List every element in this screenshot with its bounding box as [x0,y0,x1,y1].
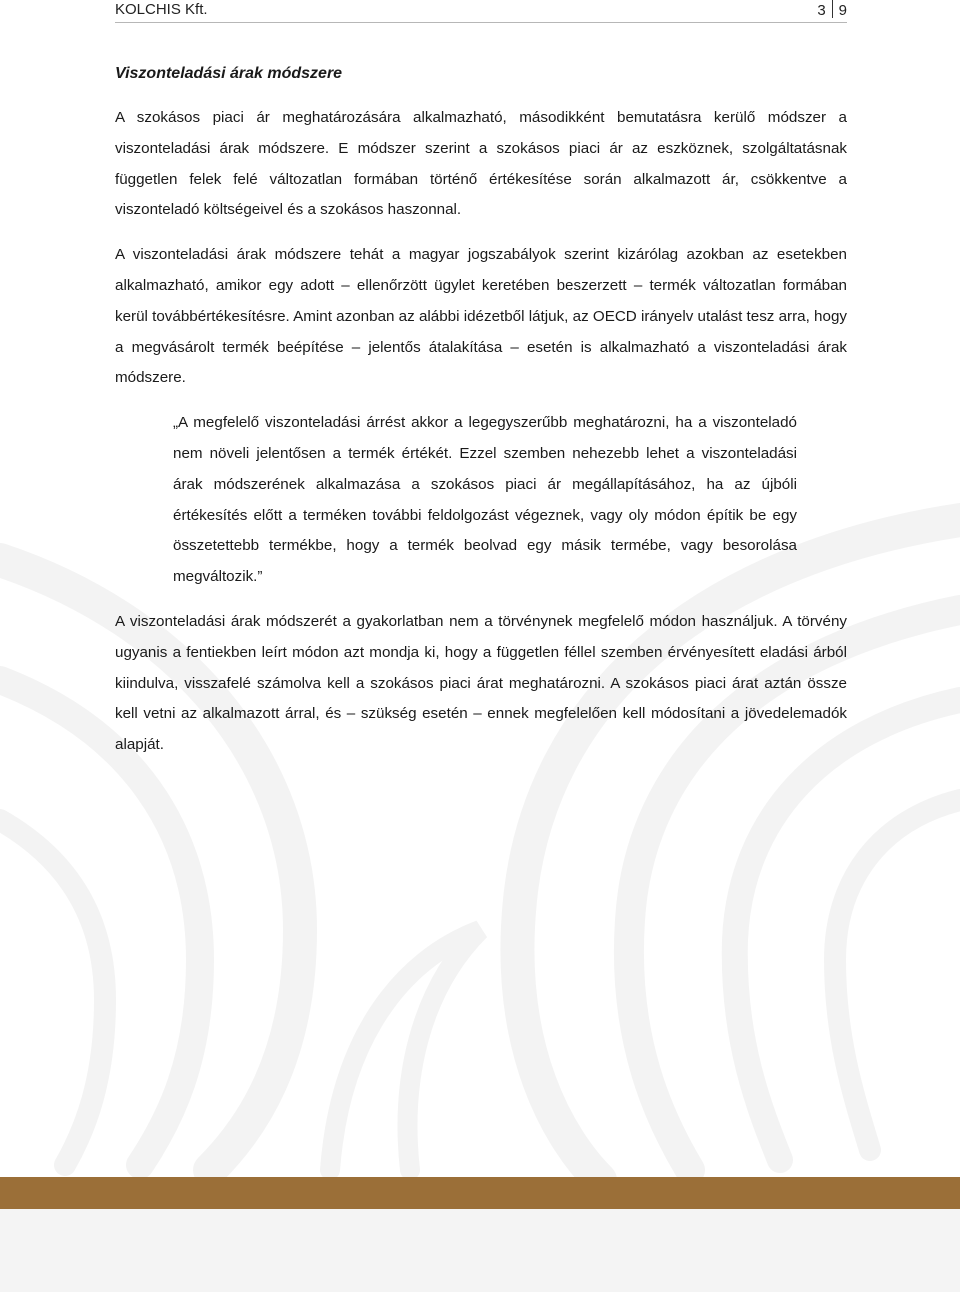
footer-band [0,1177,960,1209]
page-number [817,0,847,21]
paragraph-application: A viszonteladási árak módszere tehát a magyar jogszabályok szerint kizárólag azokban az esetekben alkalmazható, amikor egy adott – ellenőrzött ügylet keretében beszerzett – termék változatlan formában kerül továbbértékesítésre. Amint azonban az alábbi idézetből látjuk, az OECD irányelv utalást tesz arra, hogy a megvásárolt termék beépítése – jelentős átalakítása – esetén is alkalmazható a viszonteladási árak módszere. [115,246,847,387]
oecd-quote: „A megfelelő viszonteladási árrést akkor a legegyszerűbb meghatározni, ha a viszonteladó nem növeli jelentősen a termék értékét. Ezzel szemben nehezebb lehet a viszonteladási árak módszerének alkalmazása a szokásos piaci ár megállapításához, ha az újbóli értékesítés előtt a terméken további feldolgozást végeznek, vagy oly módon építik be egy összetettebb termékbe, hogy a termék beolvad egy másik termébe, vagy besorolása megváltozik.” [173,414,797,586]
section-title: Viszonteladási árak módszere [115,65,343,82]
page-separator [832,0,833,18]
paragraph-definition: A szokásos piaci ár meghatározására alkalmazható, másodikként bemutatásra kerülő módszer a viszonteladási árak módszere. E módszer szerint a szokásos piaci ár az eszköznek, szolgáltatásnak független felek felé változatlan formában történő értékesítése során alkalmazott ár, csökkentve a viszonteladó költségeivel és a szokásos haszonnal. [115,109,847,219]
footer-area [0,1209,960,1292]
paragraph-closing: A viszonteladási árak módszerét a gyakorlatban nem a törvénynek megfelelő módon használjuk. A törvény ugyanis a fentiekben leírt módon azt mondja ki, hogy a független féllel szemben érvényesített eladási árból kiindulva, visszafelé számolva kell a szokásos piaci árat meghatározni. A szokásos piaci árat aztán össze kell vetni az alkalmazott árral, és – szükség esetén – ennek megfelelően kell módosítani a jövedelemadók alapját. [115,612,847,754]
company-name: KOLCHIS Kft. [115,1,208,18]
page-total: 9 [838,2,847,19]
document-body [115,59,847,775]
page-header [115,0,847,23]
page-current: 3 [817,2,826,19]
